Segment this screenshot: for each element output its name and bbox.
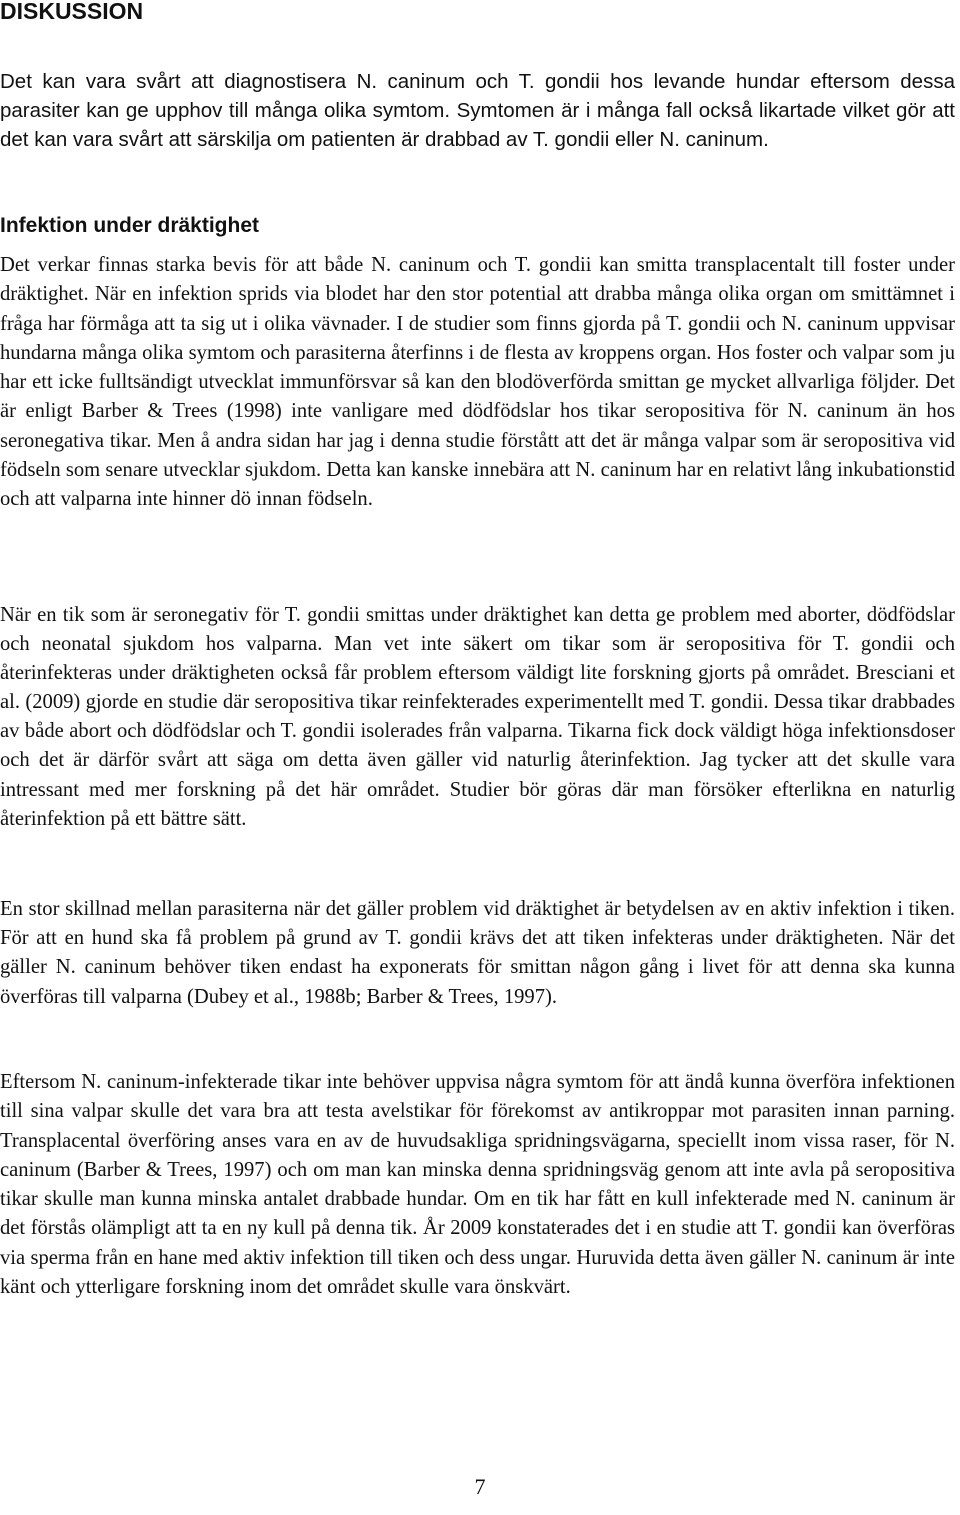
body-paragraph: En stor skillnad mellan parasiterna när det gäller problem vid dräktighet är betydelsen av en aktiv infektion i tiken. För att en hund ska få problem på grund av T. gondii krävs det att tiken infekteras under dräktigheten. När det gäller N. caninum behöver tiken endast ha exponerats för smittan någon gång i livet för att denna ska kunna överföras till valparna (Dubey et al., 1988b; Barber & Trees, 1997). — [0, 898, 955, 1008]
body-paragraph: Det verkar finnas starka bevis för att både N. caninum och T. gondii kan smitta transplacentalt till foster under dräktighet. När en infektion sprids via blodet har den stor potential att drabba många olika organ om smittämnet i fråga har förmåga att ta sig ut i olika vävnader. I de studier som finns gjorda på T. gondii och N. caninum uppvisar hundarna många olika symtom och parasiterna återfinns i de flesta av kroppens organ. Hos foster och valpar som ju har ett icke fulltsändigt utvecklat immunförsvar så kan den blodöverförda smittan ge mycket allvarliga följder. Det är enligt Barber & Trees (1998) inte vanligare med dödfödslar hos tikar seropositiva för N. caninum än hos seronegativa tikar. Men å andra sidan har jag i denna studie förstått att det är många valpar som är seropositiva vid födseln som senare utvecklar sjukdom. Detta kan kanske innebära att N. caninum har en relativt lång inkubationstid och att valparna inte hinner dö innan födseln. — [0, 254, 955, 511]
body-paragraph: När en tik som är seronegativ för T. gondii smittas under dräktighet kan detta ge problem med aborter, dödfödslar och neonatal sjukdom hos valparna. Man vet inte säkert om tikar som är seropositiva för T. gondii och återinfekteras under dräktigheten också får problem eftersom väldigt lite forskning gjorts på området. Bresciani et al. (2009) gjorde en studie där seropositiva tikar reinfekterades experimentellt med T. gondii. Dessa tikar drabbades av både abort och dödfödslar och T. gondii isolerades från valparna. Tikarna fick dock väldigt höga infektionsdoser och det är därför svårt att säga om detta även gäller vid naturlig återinfektion. Jag tycker att det skulle vara intressant med mer forskning på det här området. Studier bör göras där man försöker efterlikna en naturlig återinfektion på ett bättre sätt. — [0, 604, 955, 830]
subsection-heading: Infektion under dräktighet — [0, 214, 260, 237]
section-heading: DISKUSSION — [0, 0, 144, 24]
body-paragraph: Eftersom N. caninum-infekterade tikar inte behöver uppvisa några symtom för att ändå kunna överföra infektionen till sina valpar skulle det vara bra att testa avelstikar för förekomst av antikroppar mot parasiten innan parning. Transplacental överföring anses vara en av de huvudsakliga spridningsvägarna, speciellt inom vissa raser, för N. caninum (Barber & Trees, 1997) och om man kan minska denna spridningsväg genom att inte avla på seropositiva tikar skulle man kunna minska antalet drabbade hundar. Om en tik har fått en kull infekterade med N. caninum är det förstås olämpligt att ta en ny kull på denna tik. År 2009 konstaterades det i en studie att T. gondii kan överföras via sperma från en hane med aktiv infektion till tiken och dess ungar. Huruvida detta även gäller N. caninum är inte känt och ytterligare forskning inom det området skulle vara önskvärt. — [0, 1071, 955, 1299]
page-number: 7 — [474, 1474, 486, 1499]
intro-paragraph: Det kan vara svårt att diagnostisera N. caninum och T. gondii hos levande hundar eftersom dessa parasiter kan ge upphov till många olika symtom. Symtomen är i många fall också likartade vilket gör att det kan vara svårt att särskilja om patienten är drabbad av T. gondii eller N. caninum. — [0, 70, 955, 151]
